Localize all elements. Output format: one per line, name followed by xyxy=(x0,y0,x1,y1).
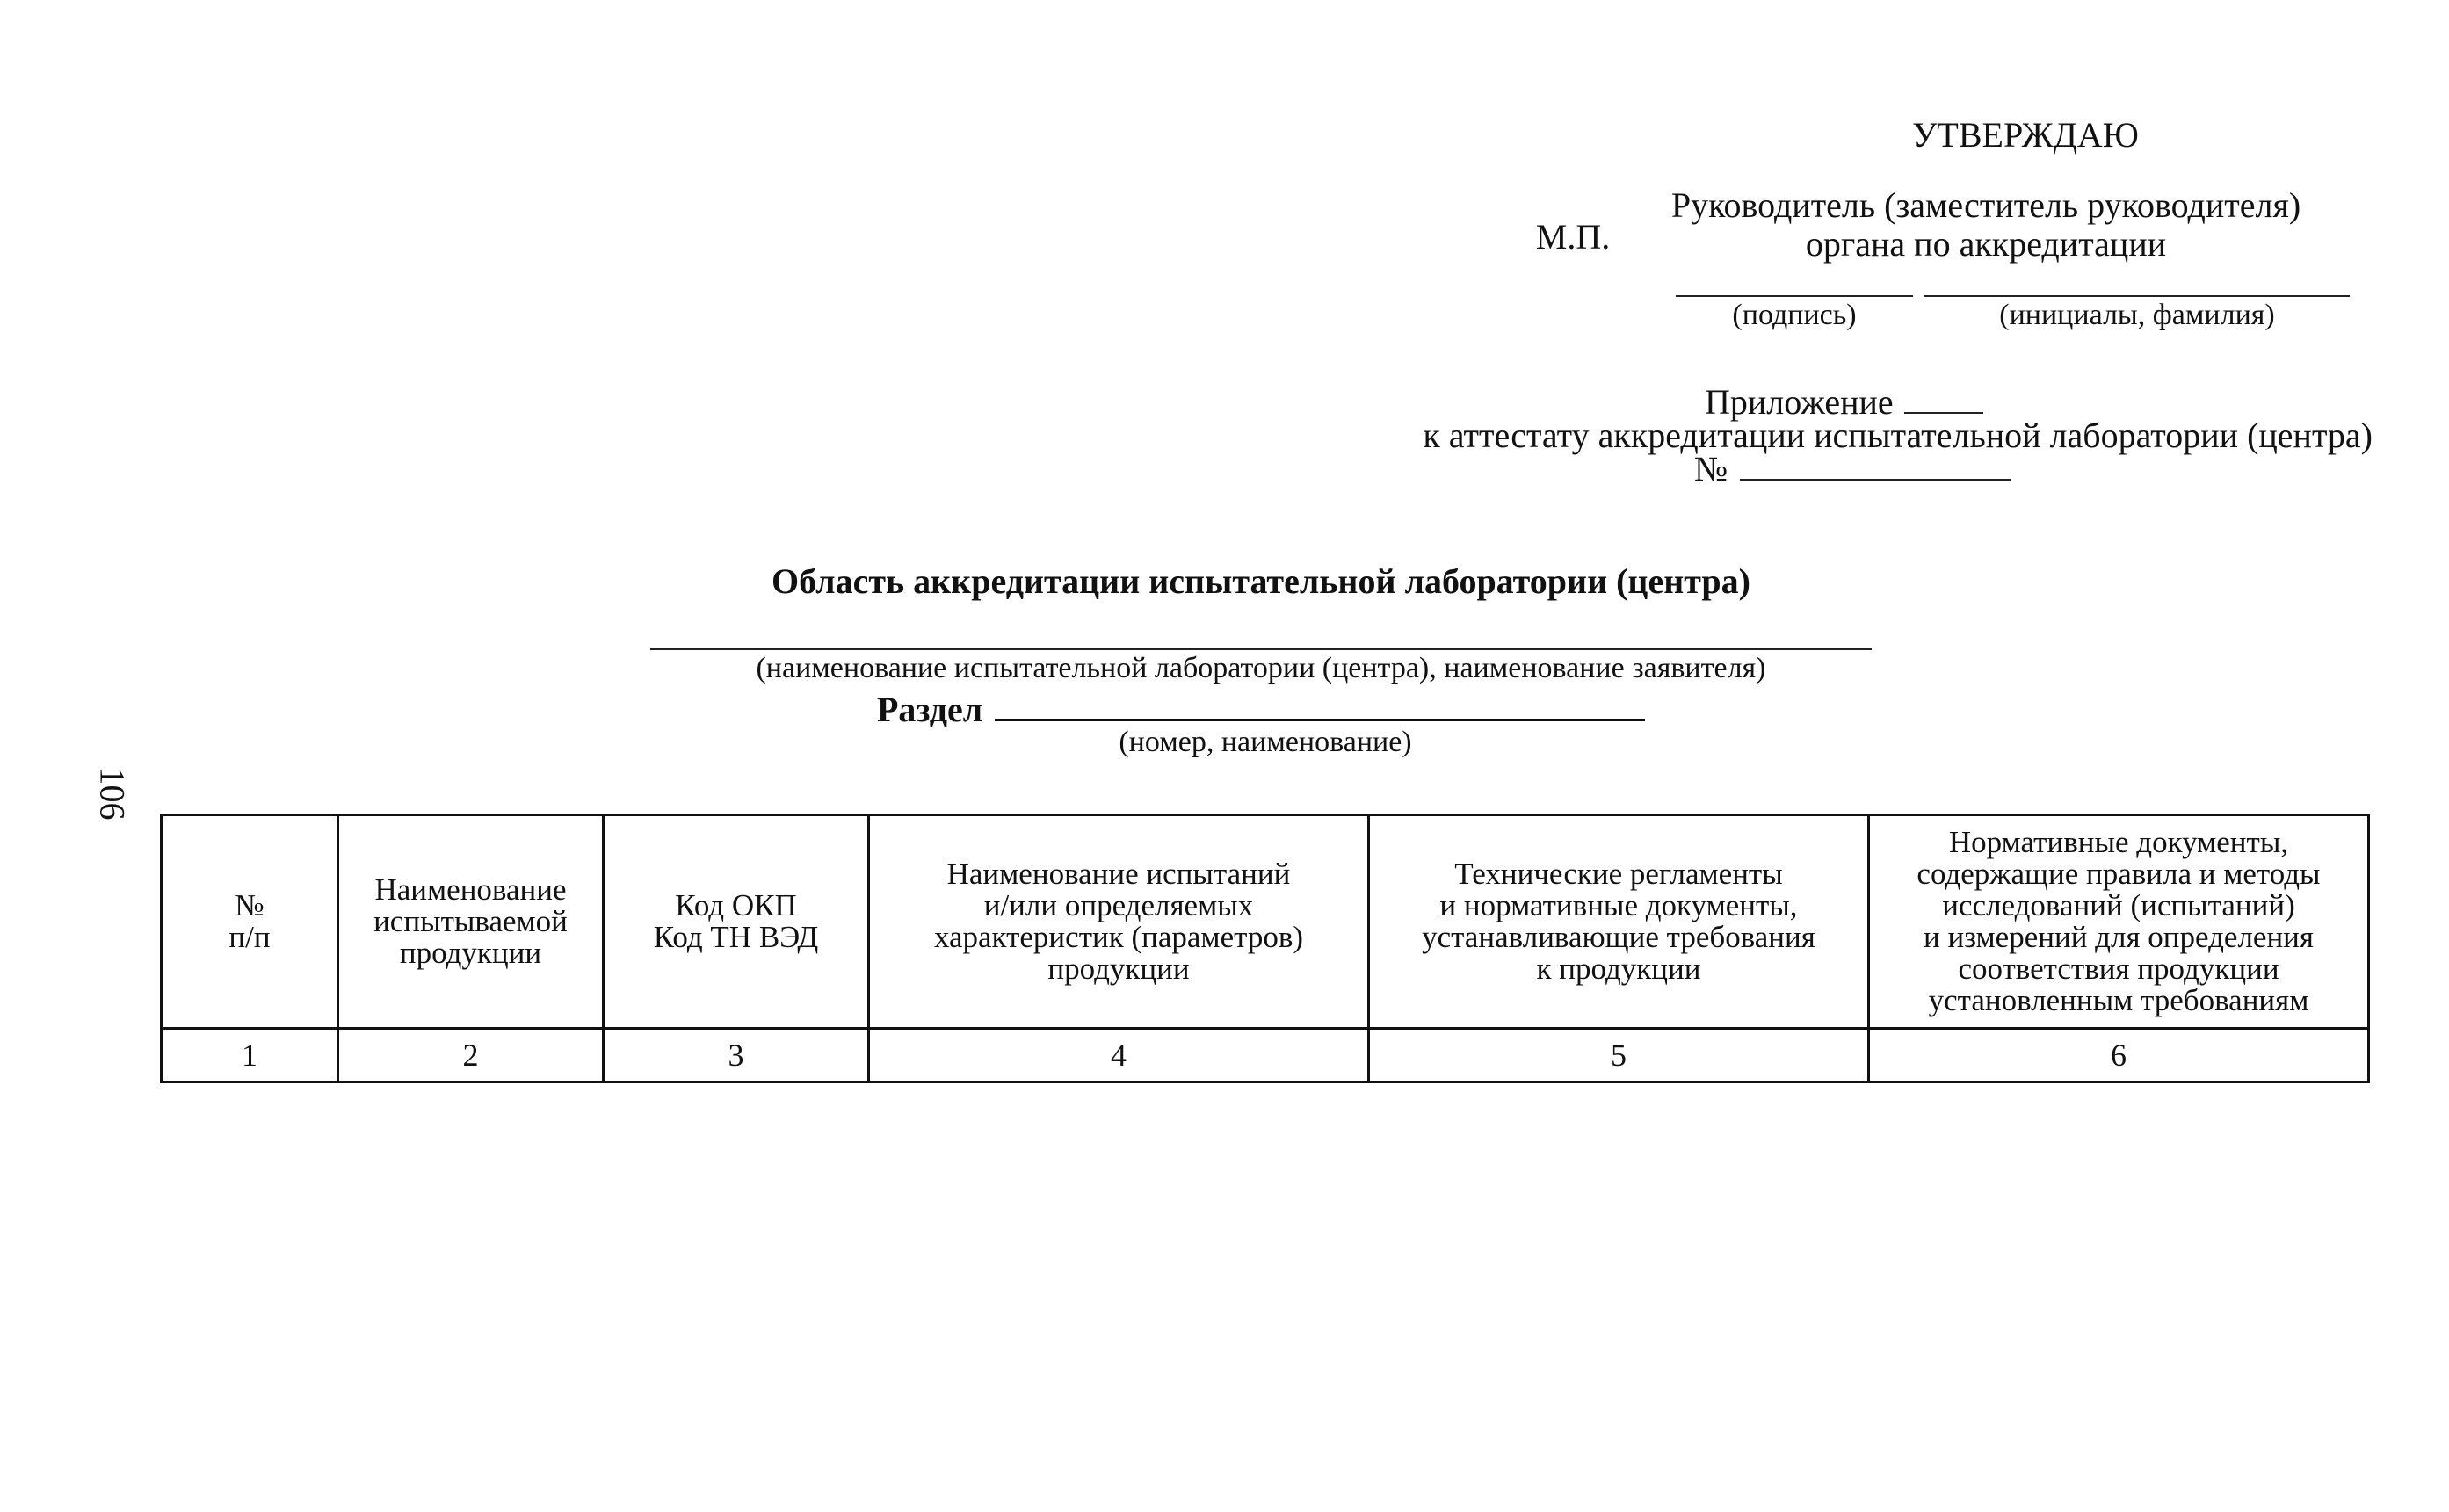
number-label: № xyxy=(1694,449,1728,488)
approval-title: УТВЕРЖДАЮ xyxy=(1912,115,2139,155)
appendix-text: к аттестату аккредитации испытательной лаборатории (центра) xyxy=(1423,416,2373,455)
appendix-number-row xyxy=(1694,448,2116,489)
name-caption: (инициалы, фамилия) xyxy=(1999,299,2275,331)
header-cell: Нормативные документы, содержащие правила и методы исследований (испытаний) и измерений для определения соответствия продукции установленным требованиям xyxy=(1869,815,2369,1029)
lab-name-caption: (наименование испытательной лаборатории (центра), наименование заявителя) xyxy=(756,652,1766,684)
table-header-row xyxy=(162,815,2369,1029)
column-number-cell: 6 xyxy=(1869,1029,2369,1082)
scope-title: Область аккредитации испытательной лаборатории (центра) xyxy=(772,561,1750,601)
appendix-label: Приложение xyxy=(1705,382,1894,422)
header-cell: Наименование испытываемой продукции xyxy=(338,815,604,1029)
page-number: 106 xyxy=(92,767,133,821)
section-row xyxy=(877,689,1645,730)
column-number-cell: 5 xyxy=(1369,1029,1869,1082)
header-cell: Технические регламенты и нормативные документы, устанавливающие требования к продукции xyxy=(1369,815,1869,1029)
column-number-cell: 2 xyxy=(338,1029,604,1082)
lab-name-line xyxy=(650,648,1872,650)
section-line xyxy=(995,691,1645,721)
signature-caption: (подпись) xyxy=(1732,299,1857,331)
header-cell: Код ОКП Код ТН ВЭД xyxy=(604,815,869,1029)
stamp-label: М.П. xyxy=(1535,217,1611,257)
accreditation-table xyxy=(160,814,2370,1083)
approver-role: Руководитель (заместитель руководителя) органа по аккредитации xyxy=(1670,185,2301,264)
column-number-cell: 1 xyxy=(162,1029,338,1082)
column-number-cell: 4 xyxy=(869,1029,1369,1082)
section-caption: (номер, наименование) xyxy=(1119,726,1412,758)
header-cell: Наименование испытаний и/или определяемых характеристик (параметров) продукции xyxy=(869,815,1369,1029)
section-label: Раздел xyxy=(877,690,983,729)
signature-line xyxy=(1676,295,1913,297)
name-line xyxy=(1924,295,2350,297)
appendix-number-blank xyxy=(1904,386,1983,414)
column-number-row xyxy=(162,1029,2369,1082)
certificate-number-blank xyxy=(1740,449,2011,481)
column-number-cell: 3 xyxy=(604,1029,869,1082)
header-cell: № п/п xyxy=(162,815,338,1029)
